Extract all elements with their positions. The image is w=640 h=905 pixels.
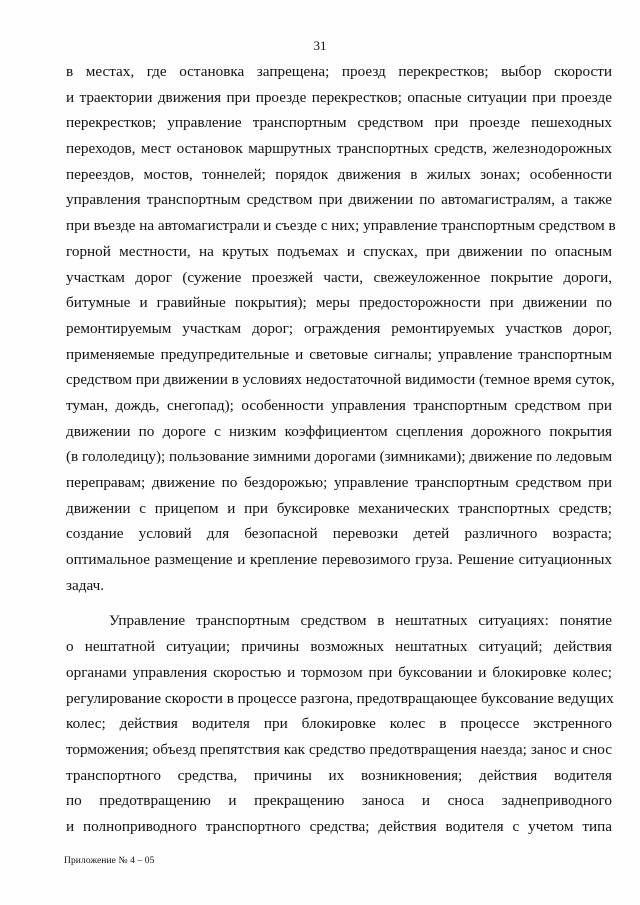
text-line: Управление транспортным средством в нештатных ситуациях: понятие <box>109 612 612 630</box>
footer-attachment-label: Приложение № 4 – 05 <box>64 856 155 866</box>
text-line: битумные и гравийные покрытия); меры предосторожности при движении по <box>66 294 612 312</box>
text-line: ремонтируемым участкам дорог; ограждения ремонтируемых участков дорог, <box>66 319 612 337</box>
text-line: переправам; движение по бездорожью; управление транспортным средством при <box>66 474 612 491</box>
text-line: в местах, где остановка запрещена; проезд перекрестков; выбор скорости <box>66 63 612 80</box>
text-line: переездов, мостов, тоннелей; порядок движения в жилых зонах; особенности <box>66 165 612 183</box>
text-line: (в гололедицу); пользование зимними дорогами (зимниками); движение по ледовым <box>66 448 613 466</box>
text-line: управления транспортным средством при движении по автомагистралям, а также <box>66 191 612 209</box>
text-line: транспортного средства, причины их возникновения; действия водителя <box>66 766 612 784</box>
text-line: применяемые предупредительные и световые сигналы; управление транспортным <box>66 345 612 363</box>
text-line: по предотвращению и прекращению заноса и сноса заднеприводного <box>66 792 612 810</box>
paragraph-2 <box>66 608 612 839</box>
body-text <box>66 59 616 840</box>
text-line: туман, дождь, снегопад); особенности управления транспортным средством при <box>66 396 612 414</box>
paragraph-1 <box>66 59 616 598</box>
text-line: движении с прицепом и при буксировке механических транспортных средств; <box>66 499 612 517</box>
text-line: горной местности, на крутых подъемах и спусках, при движении по опасным <box>66 242 612 260</box>
paragraph-gap <box>66 598 612 608</box>
text-line: переходов, мест остановок маршрутных транспортных средств, железнодорожных <box>66 140 612 158</box>
text-line: средством при движении в условиях недостаточной видимости (темное время суток, <box>66 371 615 389</box>
text-line: и траектории движения при проезде перекрестков; опасные ситуации при проезде <box>66 88 612 106</box>
text-line: о нештатной ситуации; причины возможных нештатных ситуаций; действия <box>66 638 612 656</box>
text-line: участкам дорог (сужение проезжей части, свежеуложенное покрытие дороги, <box>66 268 612 286</box>
text-line: создание условий для безопасной перевозки детей различного возраста; <box>66 525 612 543</box>
text-line: движении по дороге с низким коэффициентом сцепления дорожного покрытия <box>66 422 612 440</box>
text-line: и полноприводного транспортного средства; действия водителя с учетом типа <box>66 817 612 835</box>
text-line: торможения; объезд препятствия как средство предотвращения наезда; занос и снос <box>66 740 612 758</box>
text-line: при въезде на автомагистрали и съезде с них; управление транспортным средством в <box>66 217 616 235</box>
text-line: задач. <box>66 576 105 594</box>
text-line: регулирование скорости в процессе разгона, предотвращающее буксование ведущих <box>66 689 614 707</box>
text-line: оптимальное размещение и крепление перевозимого груза. Решение ситуационных <box>66 551 612 569</box>
page-number: 31 <box>313 38 327 53</box>
text-line: колес; действия водителя при блокировке колес в процессе экстренного <box>66 715 612 733</box>
text-line: органами управления скоростью и тормозом при буксовании и блокировке колес; <box>66 663 612 681</box>
text-line: перекрестков; управление транспортным средством при проезде пешеходных <box>66 114 612 132</box>
